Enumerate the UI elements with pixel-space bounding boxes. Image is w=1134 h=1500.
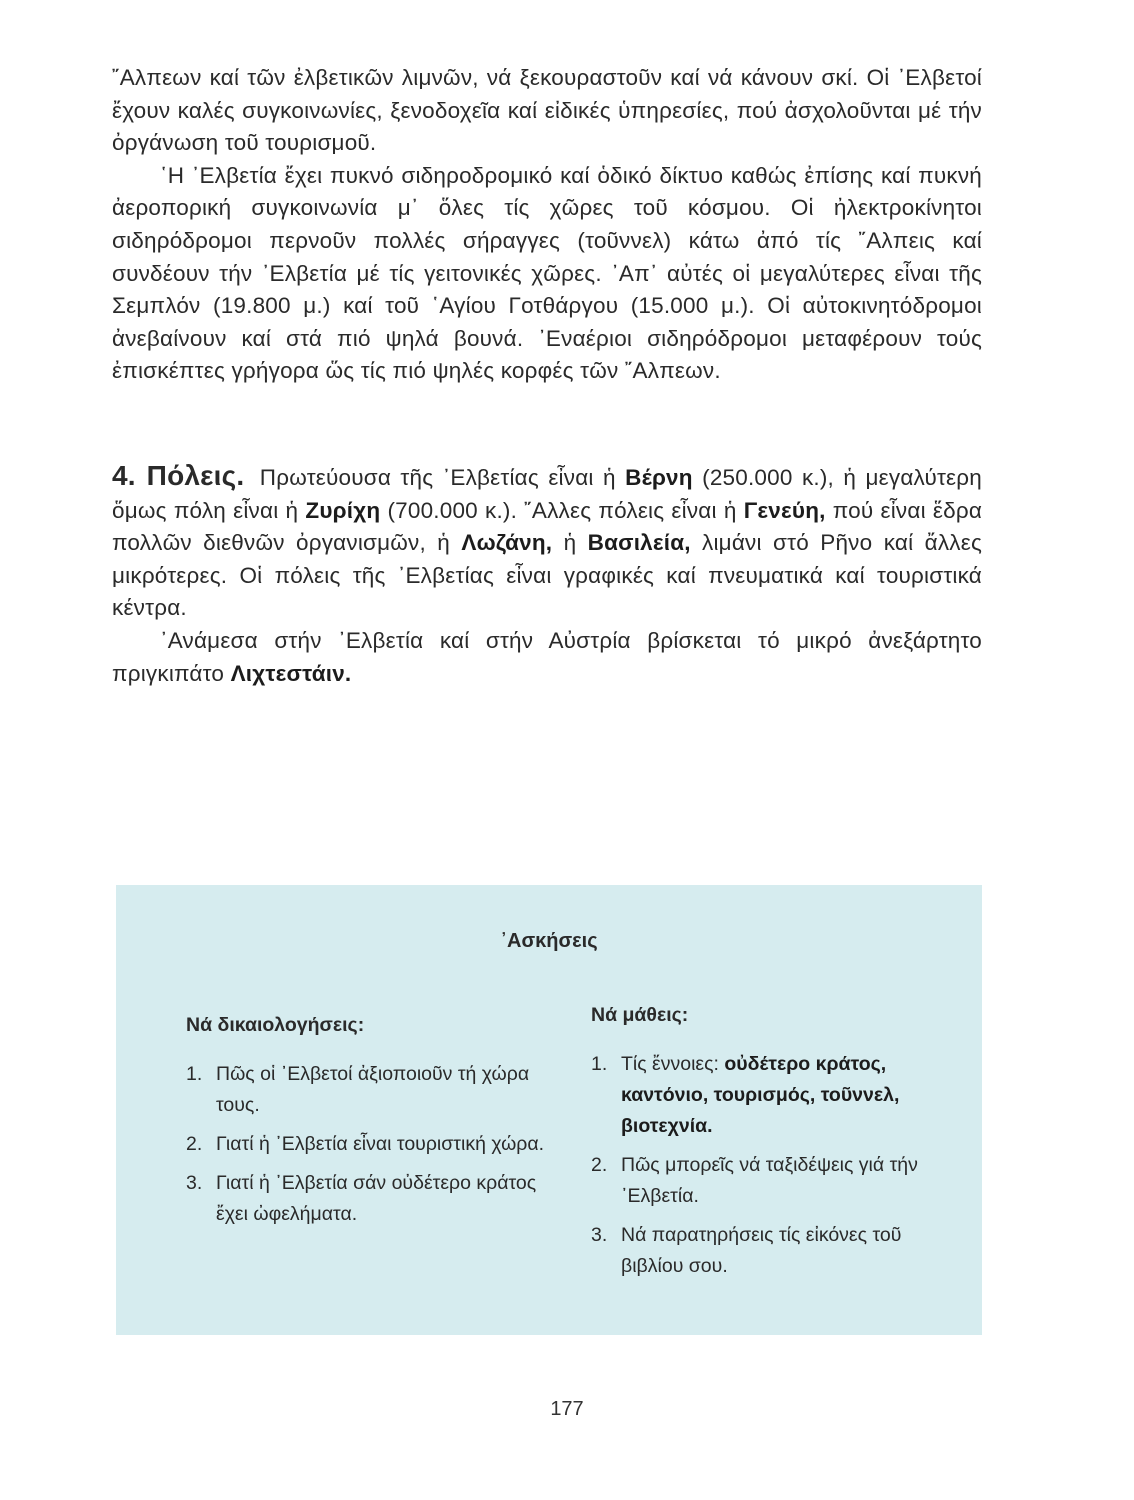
page-number: 177	[550, 1398, 584, 1420]
item-number: 1.	[591, 1053, 608, 1075]
exercise-item	[186, 1168, 546, 1230]
exercises-justify-column	[186, 1010, 546, 1238]
column-heading: Νά δικαιολογήσεις:	[186, 1014, 365, 1036]
section-cities	[112, 460, 982, 690]
country-liechtenstein: Λιχτεστάιν.	[230, 660, 352, 686]
text-span: πού εἶναι ἕδρα πολλῶν διεθνῶν ὀργανισμῶν, ἡ	[112, 497, 983, 556]
exercises-title: ᾿Ασκήσεις	[500, 930, 598, 952]
city-basel: Βασιλεία,	[587, 530, 691, 556]
exercise-item	[186, 1129, 546, 1160]
body-text	[112, 62, 982, 388]
paragraph-cities	[112, 460, 982, 625]
city-lausanne: Λωζάνη,	[461, 530, 553, 556]
item-text: Πῶς μπορεῖς νά ταξιδέψεις γιά τήν ᾿Ελβετία.	[621, 1154, 918, 1207]
item-number: 3.	[591, 1224, 608, 1246]
text-span: λιμάνι στό Ρῆνο καί ἄλλες μικρότερες. Οἱ πόλεις τῆς ᾿Ελβετίας εἶναι γραφικές καί πνευματικά καί τουριστικά κέντρα.	[112, 530, 982, 621]
text-span: ᾿Ανάμεσα στήν ᾿Ελβετία καί στήν Αὐστρία βρίσκεται τό μικρό ἀνεξάρτητο πριγκιπάτο	[112, 627, 982, 686]
exercise-item	[186, 1059, 546, 1121]
paragraph-tourism: ῎Αλπεων καί τῶν ἐλβετικῶν λιμνῶν, νά ξεκουραστοῦν καί νά κάνουν σκί. Οἱ ᾿Ελβετοί ἔχουν καλές συγκοινωνίες, ξενοδοχεῖα καί εἰδικές ὑπηρεσίες, πού ἀσχολοῦνται μέ τήν ὀργάνωση τοῦ τουρισμοῦ.	[112, 65, 982, 156]
exercise-item	[591, 1150, 941, 1212]
column-heading: Νά μάθεις:	[591, 1004, 689, 1026]
city-geneva: Γενεύη,	[743, 497, 826, 523]
item-text: Γιατί ἡ ᾿Ελβετία σάν οὐδέτερο κράτος ἔχει ὠφελήματα.	[216, 1172, 537, 1225]
key-terms: οὐδέτερο κράτος, καντόνιο, τουρισμός, τοῦννελ, βιοτεχνία.	[621, 1053, 900, 1137]
text-span: (700.000 κ.). ῎Αλλες πόλεις εἶναι ἡ	[387, 497, 737, 523]
item-number: 1.	[186, 1063, 203, 1085]
item-number: 3.	[186, 1172, 203, 1194]
text-span: ἡ	[563, 530, 577, 556]
paragraph-transport: ῾Η ᾿Ελβετία ἔχει πυκνό σιδηροδρομικό καί ὁδικό δίκτυο καθώς ἐπίσης καί πυκνή ἀεροπορική συγκοινωνία μ᾿ ὅλες τίς χῶρες τοῦ κόσμου. Οἱ ἠλεκτροκίνητοι σιδηρόδρομοι περνοῦν πολλές σήραγγες (τοῦννελ) κάτω ἀπό τίς ῎Αλπεις καί συνδέουν τήν ᾿Ελβετία μέ τίς γειτονικές χῶρες. ᾿Απ᾿ αὐτές οἱ μεγαλύτερες εἶναι τῆς Σεμπλόν (19.800 μ.) καί τοῦ ῾Αγίου Γοτθάργου (15.000 μ.). Οἱ αὐτοκινητόδρομοι ἀνεβαίνουν καί στά πιό ψηλά βουνά. ᾿Εναέριοι σιδηρόδρομοι μεταφέρουν τούς ἐπισκέπτες γρήγορα ὥς τίς πιό ψηλές κορφές τῶν ῎Αλπεων.	[112, 162, 982, 384]
text-span: (250.000 κ.), ἡ μεγαλύτερη ὅμως πόλη εἶναι ἡ	[112, 465, 983, 523]
exercise-item	[591, 1049, 941, 1142]
exercise-list	[186, 1059, 546, 1230]
exercise-item	[591, 1220, 941, 1282]
item-number: 2.	[186, 1133, 203, 1155]
item-text: Νά παρατηρήσεις τίς εἰκόνες τοῦ βιβλίου σου.	[621, 1224, 902, 1277]
item-text: Πῶς οἱ ᾿Ελβετοί ἀξιοποιοῦν τή χώρα τους.	[216, 1063, 530, 1116]
text-span: Πρωτεύουσα τῆς ᾿Ελβετίας εἶναι ἡ	[259, 465, 616, 490]
item-number: 2.	[591, 1154, 608, 1176]
paragraph-liechtenstein	[112, 625, 982, 690]
item-text: Τίς ἔννοιες:	[621, 1053, 719, 1075]
exercises-box	[116, 885, 982, 1335]
city-zurich: Ζυρίχη	[305, 497, 381, 523]
item-text: Γιατί ἡ ᾿Ελβετία εἶναι τουριστική χώρα.	[216, 1133, 545, 1155]
city-bern: Βέρνη	[625, 465, 693, 490]
exercise-list	[591, 1049, 941, 1282]
section-heading: 4. Πόλεις.	[112, 460, 245, 491]
exercises-learn-column	[591, 1000, 941, 1290]
